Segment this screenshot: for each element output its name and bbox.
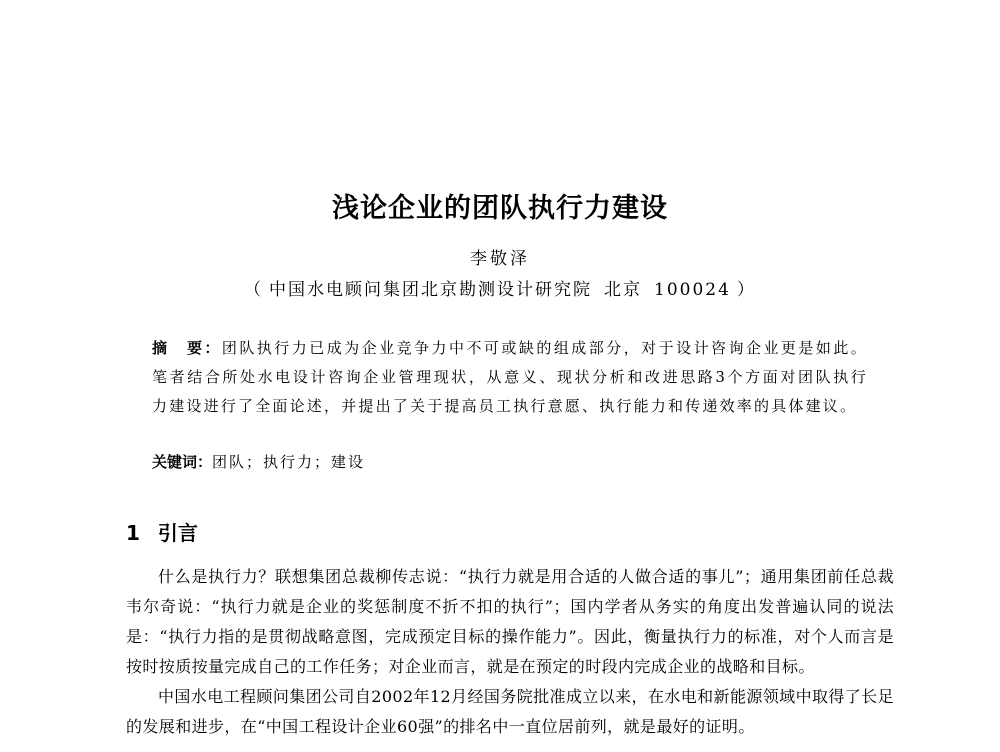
abstract-label: 摘 要： [152, 339, 222, 357]
keywords [152, 448, 868, 477]
paragraph: 中国水电工程顾问集团公司自2002年12月经国务院批准成立以来，在水电和新能源领域中取得了长足的发展和进步，在“中国工程设计企业60强”的排名中一直位居前列，就是最好的证明。 [126, 687, 894, 736]
affiliation-close-paren: ） [736, 280, 756, 300]
body-text [126, 562, 894, 742]
author-name: 李敬泽 [470, 249, 530, 269]
paper-title: 浅论企业的团队执行力建设 [332, 193, 668, 224]
affiliation-postcode: 100024 [654, 280, 731, 300]
section-number: 1 [126, 521, 140, 545]
affiliation-open-paren: （ [244, 280, 264, 300]
keywords-label: 关键词： [152, 453, 213, 471]
affiliation [0, 275, 1000, 300]
affiliation-city: 北京 [604, 280, 643, 300]
keywords-text: 团队；执行力；建设 [212, 453, 366, 471]
affiliation-org: 中国水电顾问集团北京勘测设计研究院 [269, 280, 593, 300]
section-title: 引言 [157, 521, 198, 545]
section-heading [126, 517, 198, 546]
abstract-text: 团队执行力已成为企业竞争力中不可或缺的组成部分，对于设计咨询企业更是如此。笔者结合所处水电设计咨询企业管理现状，从意义、现状分析和改进思路3个方面对团队执行力建设进行了全面论述，并提出了关于提高员工执行意愿、执行能力和传递效率的具体建议。 [152, 339, 868, 415]
paragraph: 什么是执行力？联想集团总裁柳传志说：“执行力就是用合适的人做合适的事儿”；通用集团前任总裁韦尔奇说：“执行力就是企业的奖惩制度不折不扣的执行”；国内学者从务实的角度出发普遍认同的说法是：“执行力指的是贯彻战略意图，完成预定目标的操作能力”。因此，衡量执行力的标准，对个人而言是按时按质按量完成自己的工作任务；对企业而言，就是在预定的时段内完成企业的战略和目标。 [126, 567, 894, 676]
abstract [152, 334, 868, 421]
